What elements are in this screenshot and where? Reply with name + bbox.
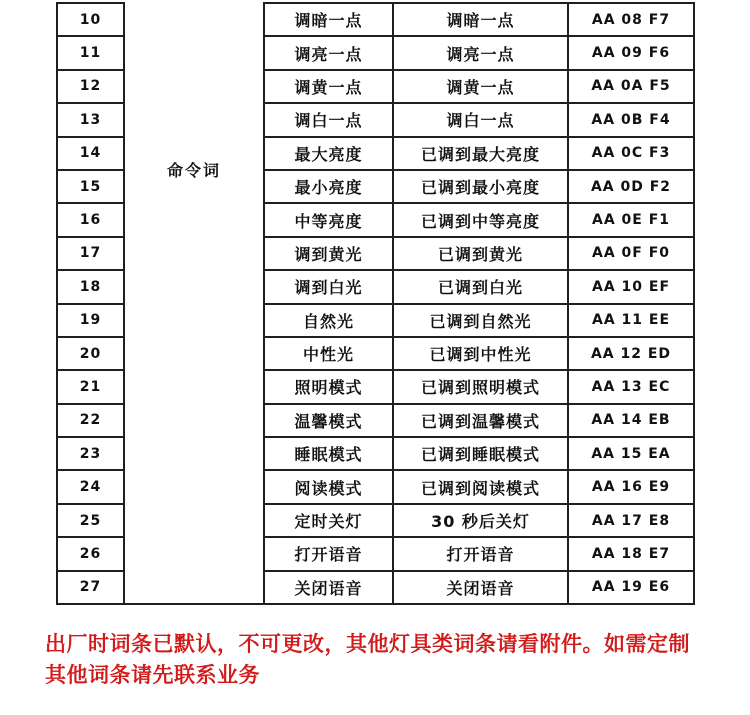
command-phrase-cell: 定时关灯 bbox=[265, 503, 392, 536]
command-phrase-cell: 调到白光 bbox=[265, 269, 392, 302]
command-phrase-cell: 最小亮度 bbox=[265, 169, 392, 202]
response-phrase-cell: 调暗一点 bbox=[394, 2, 567, 35]
row-number-cell: 22 bbox=[58, 403, 123, 436]
row-number-cell: 21 bbox=[58, 369, 123, 402]
footnote-line-1: 出厂时词条已默认，不可更改，其他灯具类词条请看附件。如需定制 bbox=[45, 632, 690, 656]
command-phrase-cell: 调到黄光 bbox=[265, 236, 392, 269]
serial-code-cell: AA 18 E7 bbox=[569, 536, 693, 569]
response-phrase-cell: 已调到中性光 bbox=[394, 336, 567, 369]
serial-code-cell: AA 19 E6 bbox=[569, 570, 693, 603]
serial-code-cell: AA 0E F1 bbox=[569, 202, 693, 235]
serial-code-cell: AA 17 E8 bbox=[569, 503, 693, 536]
command-phrase-cell: 调亮一点 bbox=[265, 35, 392, 68]
response-phrase-cell: 调白一点 bbox=[394, 102, 567, 135]
serial-code-cell: AA 0B F4 bbox=[569, 102, 693, 135]
response-phrase-cell: 关闭语音 bbox=[394, 570, 567, 603]
serial-code-cell: AA 0D F2 bbox=[569, 169, 693, 202]
serial-code-cell: AA 13 EC bbox=[569, 369, 693, 402]
serial-code-cell: AA 10 EF bbox=[569, 269, 693, 302]
row-number-cell: 13 bbox=[58, 102, 123, 135]
row-number-cell: 12 bbox=[58, 69, 123, 102]
response-phrase-cell: 已调到白光 bbox=[394, 269, 567, 302]
serial-code-cell: AA 09 F6 bbox=[569, 35, 693, 68]
row-number-cell: 17 bbox=[58, 236, 123, 269]
command-phrase-cell: 关闭语音 bbox=[265, 570, 392, 603]
serial-code-cell: AA 08 F7 bbox=[569, 2, 693, 35]
serial-code-cell: AA 12 ED bbox=[569, 336, 693, 369]
column-response-phrase bbox=[392, 2, 567, 605]
row-number-cell: 14 bbox=[58, 136, 123, 169]
serial-code-cell: AA 0C F3 bbox=[569, 136, 693, 169]
merged-cell-category-label: 命令词 bbox=[166, 161, 221, 180]
row-number-cell: 26 bbox=[58, 536, 123, 569]
response-phrase-cell: 已调到最小亮度 bbox=[394, 169, 567, 202]
column-serial-code bbox=[567, 2, 695, 605]
row-number-cell: 19 bbox=[58, 303, 123, 336]
voice-command-table bbox=[56, 2, 695, 605]
response-phrase-cell: 已调到中等亮度 bbox=[394, 202, 567, 235]
command-phrase-cell: 打开语音 bbox=[265, 536, 392, 569]
serial-code-cell: AA 14 EB bbox=[569, 403, 693, 436]
response-phrase-cell: 已调到阅读模式 bbox=[394, 469, 567, 502]
response-phrase-cell: 调亮一点 bbox=[394, 35, 567, 68]
serial-code-cell: AA 0A F5 bbox=[569, 69, 693, 102]
row-number-cell: 23 bbox=[58, 436, 123, 469]
row-number-cell: 27 bbox=[58, 570, 123, 603]
row-number-cell: 15 bbox=[58, 169, 123, 202]
command-phrase-cell: 睡眠模式 bbox=[265, 436, 392, 469]
row-number-cell: 18 bbox=[58, 269, 123, 302]
response-phrase-cell: 调黄一点 bbox=[394, 69, 567, 102]
command-phrase-cell: 阅读模式 bbox=[265, 469, 392, 502]
response-phrase-cell: 已调到黄光 bbox=[394, 236, 567, 269]
response-phrase-cell: 30 秒后关灯 bbox=[394, 503, 567, 536]
response-phrase-cell: 已调到温馨模式 bbox=[394, 403, 567, 436]
command-phrase-cell: 调暗一点 bbox=[265, 2, 392, 35]
footnote-line-2: 其他词条请先联系业务 bbox=[45, 663, 260, 687]
serial-code-cell: AA 0F F0 bbox=[569, 236, 693, 269]
command-phrase-cell: 照明模式 bbox=[265, 369, 392, 402]
command-phrase-cell: 调白一点 bbox=[265, 102, 392, 135]
command-phrase-cell: 最大亮度 bbox=[265, 136, 392, 169]
command-phrase-cell: 中等亮度 bbox=[265, 202, 392, 235]
row-number-cell: 10 bbox=[58, 2, 123, 35]
serial-code-cell: AA 11 EE bbox=[569, 303, 693, 336]
column-row-number bbox=[56, 2, 123, 605]
column-command-phrase bbox=[263, 2, 392, 605]
row-number-cell: 25 bbox=[58, 503, 123, 536]
column-category-merged bbox=[123, 2, 263, 605]
command-phrase-cell: 调黄一点 bbox=[265, 69, 392, 102]
command-phrase-cell: 中性光 bbox=[265, 336, 392, 369]
response-phrase-cell: 已调到最大亮度 bbox=[394, 136, 567, 169]
serial-code-cell: AA 15 EA bbox=[569, 436, 693, 469]
command-phrase-cell: 自然光 bbox=[265, 303, 392, 336]
response-phrase-cell: 打开语音 bbox=[394, 536, 567, 569]
row-number-cell: 20 bbox=[58, 336, 123, 369]
factory-default-footnote bbox=[45, 629, 725, 691]
command-phrase-cell: 温馨模式 bbox=[265, 403, 392, 436]
response-phrase-cell: 已调到睡眠模式 bbox=[394, 436, 567, 469]
serial-code-cell: AA 16 E9 bbox=[569, 469, 693, 502]
row-number-cell: 24 bbox=[58, 469, 123, 502]
row-number-cell: 11 bbox=[58, 35, 123, 68]
response-phrase-cell: 已调到自然光 bbox=[394, 303, 567, 336]
row-number-cell: 16 bbox=[58, 202, 123, 235]
response-phrase-cell: 已调到照明模式 bbox=[394, 369, 567, 402]
